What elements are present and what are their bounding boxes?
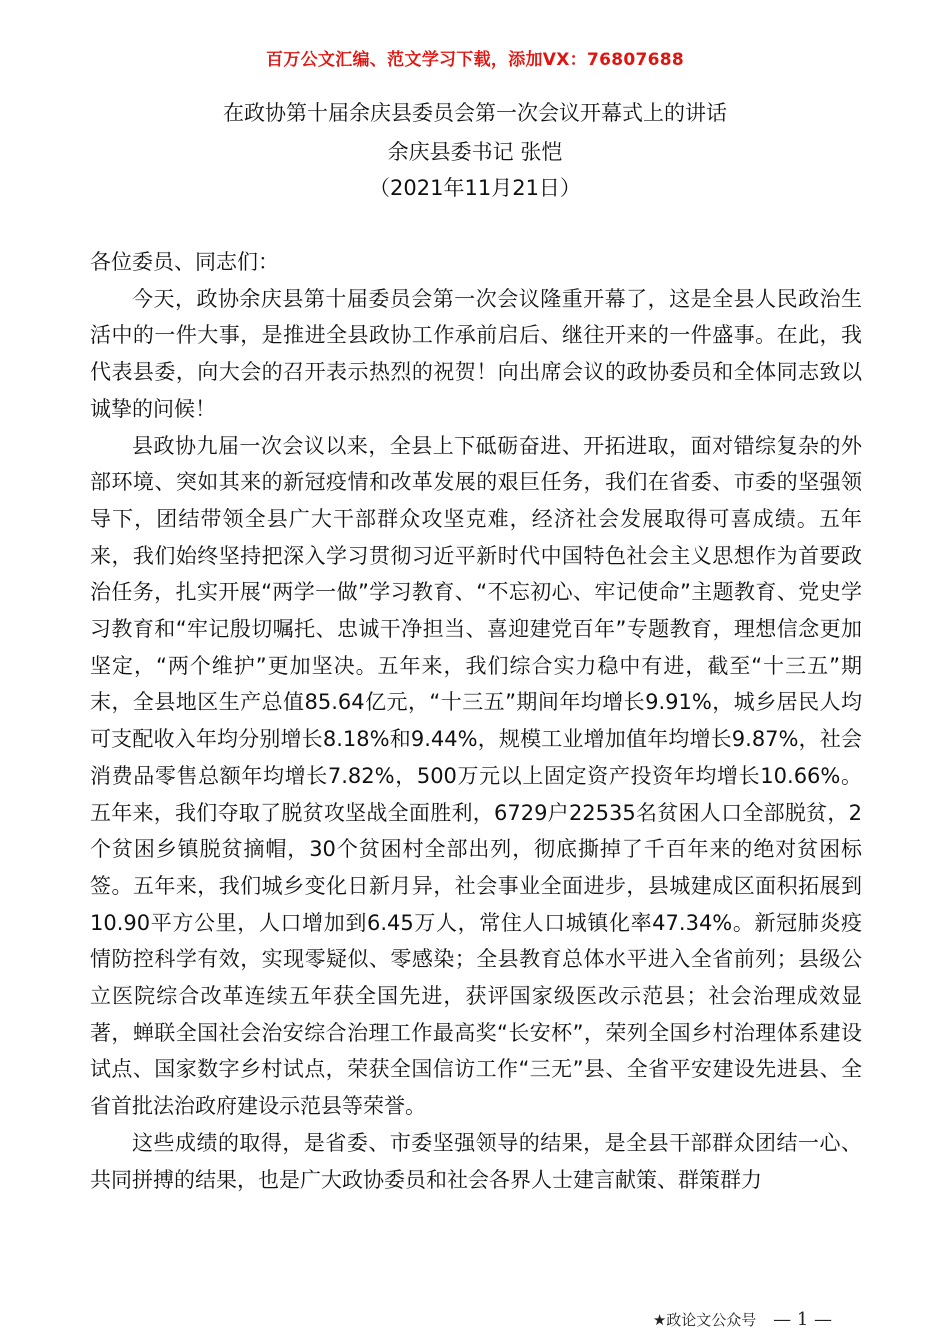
promo-banner: 百万公文汇编、范文学习下载，添加VX：76807688	[266, 50, 684, 70]
page-number: — 1 —	[773, 1309, 832, 1330]
speech-date: （2021年11月21日）	[369, 176, 581, 200]
paragraph-2: 县政协九届一次会议以来，全县上下砥砺奋进、开拓进取，面对错综复杂的外部环境、突如其来的新冠疫情和改革发展的艰巨任务，我们在省委、市委的坚强领导下，团结带领全县广大干部群众攻坚克难，经济社会发展取得可喜成绩。五年来，我们始终坚持把深入学习贯彻习近平新时代中国特色社会主义思想作为首要政治任务，扎实开展“两学一做”学习教育、“不忘初心、牢记使命”主题教育、党史学习教育和“牢记殷切嘱托、忠诚干净担当、喜迎建党百年”专题教育，理想信念更加坚定，“两个维护”更加坚决。五年来，我们综合实力稳中有进，截至“十三五”期末，全县地区生产总值85.64亿元，“十三五”期间年均增长9.91%，城乡居民人均可支配收入年均分别增长8.18%和9.44%，规模工业增加值年均增长9.87%，社会消费品零售总额年均增长7.82%，500万元以上固定资产投资年均增长10.66%。五年来，我们夺取了脱贫攻坚战全面胜利，6729户22535名贫困人口全部脱贫，2个贫困乡镇脱贫摘帽，30个贫困村全部出列，彻底撕掉了千百年来的绝对贫困标签。五年来，我们城乡变化日新月异，社会事业全面进步，县城建成区面积拓展到10.90平方公里，人口增加到6.45万人，常住人口城镇化率47.34%。新冠肺炎疫情防控科学有效，实现零疑似、零感染；全县教育总体水平进入全省前列；县级公立医院综合改革连续五年获全国先进，获评国家级医改示范县；社会治理成效显著，蝉联全国社会治安综合治理工作最高奖“长安杯”，荣列全国乡村治理体系建设试点、国家数字乡村试点，荣获全国信访工作“三无”县、全省平安建设先进县、全省首批法治政府建设示范县等荣誉。	[90, 433, 862, 1119]
speech-title: 在政协第十届余庆县委员会第一次会议开幕式上的讲话	[223, 101, 727, 125]
paragraph-3: 这些成绩的取得，是省委、市委坚强领导的结果，是全县干部群众团结一心、共同拼搏的结果，也是广大政协委员和社会各界人士建言献策、群策群力	[90, 1130, 862, 1192]
page-footer	[653, 1308, 832, 1332]
paragraph-1: 今天，政协余庆县第十届委员会第一次会议隆重开幕了，这是全县人民政治生活中的一件大事，是推进全县政协工作承前启后、继往开来的一件盛事。在此，我代表县委，向大会的召开表示热烈的祝贺！向出席会议的政协委员和全体同志致以诚挚的问候！	[90, 286, 862, 421]
salutation: 各位委员、同志们：	[90, 250, 279, 274]
speech-author: 余庆县委书记 张恺	[387, 140, 563, 164]
speech-body	[90, 244, 862, 1198]
footer-source: ★政论文公众号	[652, 1311, 757, 1329]
